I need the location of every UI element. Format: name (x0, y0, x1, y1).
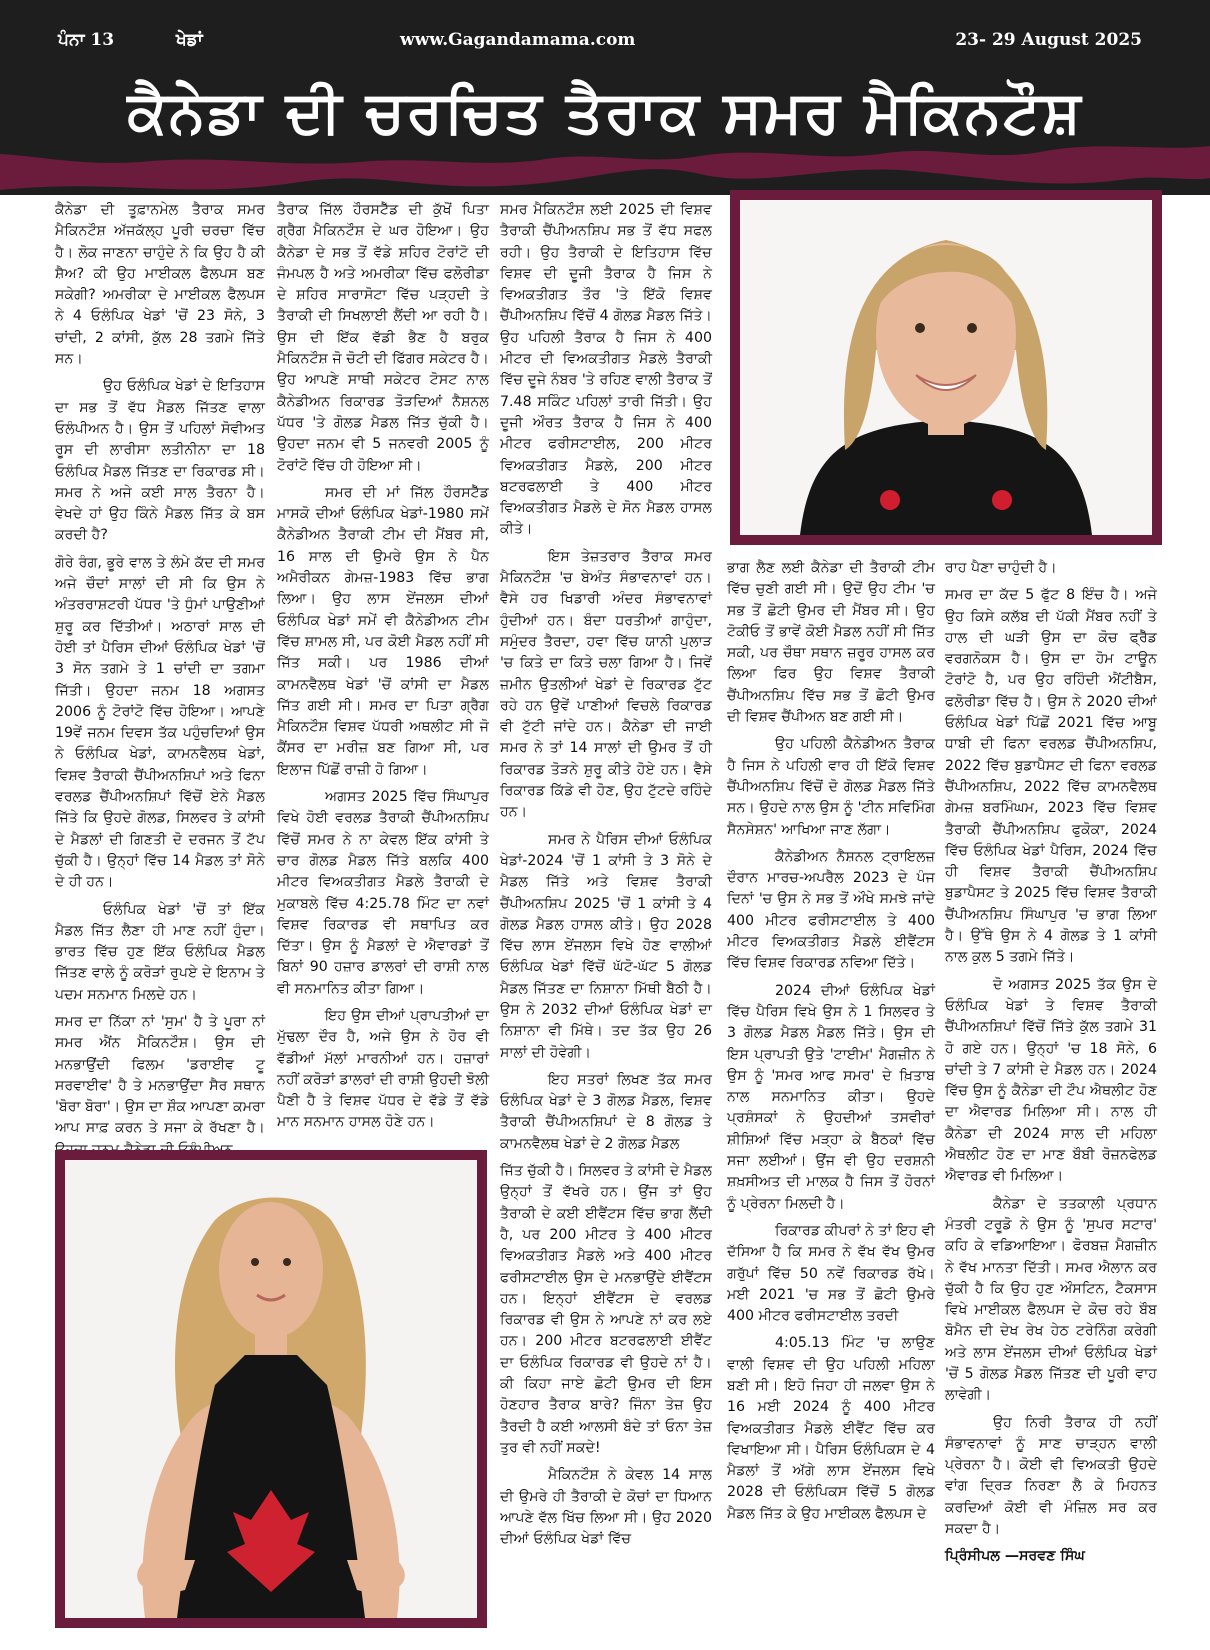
paragraph: ਸਮਰ ਨੇ ਪੈਰਿਸ ਦੀਆਂ ਓਲੰਪਿਕ ਖੇਡਾਂ-2024 'ਚੋਂ 1 ਕਾਂਸੀ ਤੇ 3 ਸੋਨੇ ਦੇ ਮੈਡਲ ਜਿੱਤੇ ਅਤੇ ਵਿਸ਼ਵ ਤੈਰਾਕੀ ਚੈਂਪੀਅਨਸ਼ਿਪ 2025 'ਚੋਂ 1 ਕਾਂਸੀ ਤੇ 4 ਗੋਲਡ ਮੈਡਲ ਹਾਸਲ ਕੀਤੇ। ਉਹ 2028 ਵਿੱਚ ਲਾਸ ਏਂਜਲਸ ਵਿਖੇ ਹੋਣ ਵਾਲੀਆਂ ਓਲੰਪਿਕ ਖੇਡਾਂ ਵਿੱਚੋਂ ਘੱਟੋ-ਘੱਟ 5 ਗੋਲਡ ਮੈਡਲ ਜਿੱਤਣ ਦਾ ਨਿਸ਼ਾਨਾ ਮਿੱਥੀ ਬੈਠੀ ਹੈ। ਉਸ ਨੇ 2032 ਦੀਆਂ ਓਲੰਪਿਕ ਖੇਡਾਂ ਦਾ ਨਿਸ਼ਾਨਾ ਵੀ ਮਿੱਥੇ। ਤਦ ਤੱਕ ਉਹ 26 ਸਾਲਾਂ ਦੀ ਹੋਵੇਗੀ। (500, 831, 712, 1061)
paragraph: ਓਲੰਪਿਕ ਖੇਡਾਂ 'ਚੋਂ ਤਾਂ ਇੱਕ ਮੈਡਲ ਜਿੱਤ ਲੈਣਾ ਹੀ ਮਾਣ ਨਹੀਂ ਹੁੰਦਾ। ਭਾਰਤ ਵਿੱਚ ਹੁਣ ਇੱਕ ਓਲੰਪਿਕ ਮੈਡਲ ਜਿੱਤਣ ਵਾਲੇ ਨੂੰ ਕਰੋੜਾਂ ਰੁਪਏ ਦੇ ਇਨਾਮ ਤੇ ਪਦਮ ਸਨਮਾਨ ਮਿਲਦੇ ਹਨ। (55, 901, 265, 1003)
paragraph: ਸਮਰ ਦੀ ਮਾਂ ਜਿੱਲ ਹੌਰਸਟੈੱਡ ਮਾਸਕੋ ਦੀਆਂ ਓਲੰਪਿਕ ਖੇਡਾਂ-1980 ਸਮੇਂ ਕੈਨੇਡੀਅਨ ਤੈਰਾਕੀ ਟੀਮ ਦੀ ਮੈਂਬਰ ਸੀ, 16 ਸਾਲ ਦੀ ਉਮਰੇ ਉਸ ਨੇ ਪੈਨ ਅਮੈਰੀਕਨ ਗੇਮਜ਼-1983 ਵਿੱਚ ਭਾਗ ਲਿਆ। ਉਹ ਲਾਸ ਏਂਜਲਸ ਦੀਆਂ ਓਲੰਪਿਕ ਖੇਡਾਂ ਸਮੇਂ ਵੀ ਕੈਨੇਡੀਅਨ ਟੀਮ ਵਿੱਚ ਸ਼ਾਮਲ ਸੀ, ਪਰ ਕੋਈ ਮੈਡਲ ਨਹੀਂ ਸੀ ਜਿੱਤ ਸਕੀ। ਪਰ 1986 ਦੀਆਂ ਕਾਮਨਵੈਲਥ ਖੇਡਾਂ 'ਚੋਂ ਕਾਂਸੀ ਦਾ ਮੈਡਲ ਜਿੱਤ ਗਈ ਸੀ। ਸਮਰ ਦਾ ਪਿਤਾ ਗ੍ਰੈਗ ਮੈਕਿਨਟੌਸ਼ ਵਿਸ਼ਵ ਪੱਧਰੀ ਅਥਲੀਟ ਸੀ ਜੋ ਕੈਂਸਰ ਦਾ ਮਰੀਜ਼ ਬਣ ਗਿਆ ਸੀ, ਪਰ ਇਲਾਜ ਪਿੱਛੋਂ ਰਾਜ਼ੀ ਹੋ ਗਿਆ। (277, 484, 489, 778)
article-column-2 (277, 200, 489, 1140)
paragraph: ਇਹ ਉਸ ਦੀਆਂ ਪ੍ਰਾਪਤੀਆਂ ਦਾ ਮੁੱਢਲਾ ਦੌਰ ਹੈ, ਅਜੇ ਉਸ ਨੇ ਹੋਰ ਵੀ ਵੱਡੀਆਂ ਮੱਲਾਂ ਮਾਰਨੀਆਂ ਹਨ। ਹਜ਼ਾਰਾਂ ਨਹੀਂ ਕਰੋੜਾਂ ਡਾਲਰਾਂ ਦੀ ਰਾਸ਼ੀ ਉਹਦੀ ਝੋਲੀ ਪੈਣੀ ਹੈ ਤੇ ਵਿਸ਼ਵ ਪੱਧਰ ਦੇ ਵੱਡੇ ਤੋਂ ਵੱਡੇ ਮਾਨ ਸਨਮਾਨ ਹਾਸਲ ਹੋਣੇ ਹਨ। (277, 1007, 489, 1131)
paragraph: ਮੈਕਿਨਟੌਸ਼ ਨੇ ਕੇਵਲ 14 ਸਾਲ ਦੀ ਉਮਰੇ ਹੀ ਤੈਰਾਕੀ ਦੇ ਕੋਚਾਂ ਦਾ ਧਿਆਨ ਆਪਣੇ ਵੱਲ ਖਿੱਚ ਲਿਆ ਸੀ। ਉਹ 2020 ਦੀਆਂ ਓਲੰਪਿਕ ਖੇਡਾਂ ਵਿੱਚ (500, 1467, 712, 1548)
author-byline: ਪ੍ਰਿੰਸੀਪਲ —ਸਰਵਣ ਸਿੰਘ (945, 1548, 1085, 1565)
article-column-5 (945, 558, 1157, 1568)
page-number: ਪੰਨਾ 13 (58, 30, 115, 50)
paragraph: ਕੈਨੇਡੀਅਨ ਨੈਸ਼ਨਲ ਟ੍ਰਾਇਲਜ਼ ਦੌਰਾਨ ਮਾਰਚ-ਅਪਰੈਲ 2023 ਦੇ ਪੰਜ ਦਿਨਾਂ 'ਚ ਉਸ ਨੇ ਸਭ ਤੋਂ ਔਖੇ ਸਮਝੇ ਜਾਂਦੇ 400 ਮੀਟਰ ਫਰੀਸਟਾਈਲ ਤੇ 400 ਮੀਟਰ ਵਿਅਕਤੀਗਤ ਮੈਡਲੇ ਈਵੈਂਟਸ ਵਿੱਚ ਵਿਸ਼ਵ ਰਿਕਾਰਡ ਨਵਿਆ ਦਿੱਤੇ। (727, 848, 935, 972)
swimsuit-image (65, 1160, 477, 1618)
paragraph: ਰਾਹ ਪੈਣਾ ਚਾਹੁੰਦੀ ਹੈ। (945, 560, 1057, 576)
swimsuit-photo (55, 1150, 487, 1628)
paragraph: ਤੈਰਾਕ ਜਿੱਲ ਹੌਰਸਟੈੱਡ ਦੀ ਕੁੱਖੋਂ ਪਿਤਾ ਗ੍ਰੈਗ ਮੈਕਿਨਟੌਸ਼ ਦੇ ਘਰ ਹੋਇਆ। ਉਹ ਕੈਨੇਡਾ ਦੇ ਸਭ ਤੋਂ ਵੱਡੇ ਸ਼ਹਿਰ ਟੋਰਾਂਟੋ ਦੀ ਜੰਮਪਲ ਹੈ ਅਤੇ ਅਮਰੀਕਾ ਵਿੱਚ ਫਲੋਰੀਡਾ ਦੇ ਸ਼ਹਿਰ ਸਾਰਾਸੋਟਾ ਵਿੱਚ ਪੜ੍ਹਦੀ ਤੇ ਤੈਰਾਕੀ ਦੀ ਸਿਖਲਾਈ ਲੈਂਦੀ ਆ ਰਹੀ ਹੈ। ਉਸ ਦੀ ਇੱਕ ਵੱਡੀ ਭੈਣ ਹੈ ਬਰੁਕ ਮੈਕਿਨਟੌਸ਼ ਜੋ ਚੋਟੀ ਦੀ ਫਿੱਗਰ ਸਕੇਟਰ ਹੈ। ਉਹ ਆਪਣੇ ਸਾਥੀ ਸਕੇਟਰ ਟੋਸਟ ਨਾਲ ਕੈਨੇਡੀਅਨ ਰਿਕਾਰਡ ਤੋੜਦਿਆਂ ਨੈਸ਼ਨਲ ਪੱਧਰ 'ਤੇ ਗੋਲਡ ਮੈਡਲ ਜਿੱਤ ਚੁੱਕੀ ਹੈ। ਉਹਦਾ ਜਨਮ ਵੀ 5 ਜਨਵਰੀ 2005 ਨੂੰ ਟੋਰਾਂਟੋ ਵਿੱਚ ਹੀ ਹੋਇਆ ਸੀ। (277, 202, 489, 474)
paragraph: ਇਸ ਤੇਜ਼ਤਰਾਰ ਤੈਰਾਕ ਸਮਰ ਮੈਕਿਨਟੌਸ਼ 'ਚ ਬੇਅੰਤ ਸੰਭਾਵਨਾਵਾਂ ਹਨ। ਵੈਸੇ ਹਰ ਖਿਡਾਰੀ ਅੰਦਰ ਸੰਭਾਵਨਾਵਾਂ ਹੁੰਦੀਆਂ ਹਨ। ਬੰਦਾ ਧਰਤੀਆਂ ਗਾਹੁੰਦਾ, ਸਮੁੰਦਰ ਤੈਰਦਾ, ਹਵਾ ਵਿੱਚ ਯਾਨੀ ਪੁਲਾੜ 'ਚ ਕਿਤੇ ਦਾ ਕਿਤੇ ਚਲਾ ਗਿਆ ਹੈ। ਜਿਵੇਂ ਜ਼ਮੀਨ ਉਤਲੀਆਂ ਖੇਡਾਂ ਦੇ ਰਿਕਾਰਡ ਟੁੱਟ ਰਹੇ ਹਨ ਉਵੇਂ ਪਾਣੀਆਂ ਵਿਚਲੇ ਰਿਕਾਰਡ ਵੀ ਟੁੱਟੀ ਜਾਂਦੇ ਹਨ। ਕੈਨੇਡਾ ਦੀ ਜਾਈ ਸਮਰ ਨੇ ਤਾਂ 14 ਸਾਲਾਂ ਦੀ ਉਮਰ ਤੋਂ ਹੀ ਰਿਕਾਰਡ ਤੋੜਨੇ ਸ਼ੁਰੂ ਕੀਤੇ ਹੋਏ ਹਨ। ਵੈਸੇ ਰਿਕਾਰਡ ਕਿੱਡੇ ਵੀ ਹੋਣ, ਉਹ ਟੁੱਟਦੇ ਰਹਿੰਦੇ ਹਨ। (500, 548, 712, 821)
article-column-1 (55, 200, 265, 1167)
portrait-image (740, 200, 1152, 535)
headline: ਕੈਨੇਡਾ ਦੀ ਚਰਚਿਤ ਤੈਰਾਕ ਸਮਰ ਮੈਕਿਨਟੌਸ਼ (127, 78, 1083, 146)
paragraph: 2024 ਦੀਆਂ ਓਲੰਪਿਕ ਖੇਡਾਂ ਵਿੱਚ ਪੈਰਿਸ ਵਿਖੇ ਉਸ ਨੇ 1 ਸਿਲਵਰ ਤੇ 3 ਗੋਲਡ ਮੈਡਲ ਮੈਡਲ ਜਿੱਤੇ। ਉਸ ਦੀ ਇਸ ਪ੍ਰਾਪਤੀ ਉਤੇ 'ਟਾਈਮ' ਮੈਗਜ਼ੀਨ ਨੇ ਉਸ ਨੂੰ 'ਸਮਰ ਆਫ ਸਮਰ' ਦੇ ਖ਼ਿਤਾਬ ਨਾਲ ਸਨਮਾਨਿਤ ਕੀਤਾ। ਉਹਦੇ ਪ੍ਰਸ਼ੰਸਕਾਂ ਨੇ ਉਹਦੀਆਂ ਤਸਵੀਰਾਂ ਸ਼ੀਸ਼ਿਆਂ ਵਿੱਚ ਮੜ੍ਹਾ ਕੇ ਬੈਠਕਾਂ ਵਿੱਚ ਸਜਾ ਲਈਆਂ। ਉਂਜ ਵੀ ਉਹ ਦਰਸ਼ਨੀ ਸ਼ਖ਼ਸੀਅਤ ਦੀ ਮਾਲਕ ਹੈ ਜਿਸ ਤੋਂ ਹੋਰਨਾਂ ਨੂੰ ਪ੍ਰੇਰਨਾ ਮਿਲਦੀ ਹੈ। (727, 982, 935, 1212)
paragraph: ਉਹ ਪਹਿਲੀ ਕੈਨੇਡੀਅਨ ਤੈਰਾਕ ਹੈ ਜਿਸ ਨੇ ਪਹਿਲੀ ਵਾਰ ਹੀ ਇੱਕੋ ਵਿਸ਼ਵ ਚੈਂਪੀਅਨਸ਼ਿਪ ਵਿੱਚੋਂ ਦੋ ਗੋਲਡ ਮੈਡਲ ਜਿੱਤੇ ਸਨ। ਉਹਦੇ ਨਾਲ ਉਸ ਨੂੰ 'ਟੀਨ ਸਵਿਮਿੰਗ ਸੈਨਸੇਸ਼ਨ' ਆਖਿਆ ਜਾਣ ਲੱਗਾ। (727, 736, 935, 838)
website-url: www.Gagandamama.com (400, 30, 636, 50)
portrait-photo (730, 190, 1162, 545)
paragraph: ਜਿੱਤ ਚੁੱਕੀ ਹੈ। ਸਿਲਵਰ ਤੇ ਕਾਂਸੀ ਦੇ ਮੈਡਲ ਉਨ੍ਹਾਂ ਤੋਂ ਵੱਖਰੇ ਹਨ। ਉਂਜ ਤਾਂ ਉਹ ਤੈਰਾਕੀ ਦੇ ਕਈ ਈਵੈਂਟਸ ਵਿੱਚ ਭਾਗ ਲੈਂਦੀ ਹੈ, ਪਰ 200 ਮੀਟਰ ਤੇ 400 ਮੀਟਰ ਵਿਅਕਤੀਗਤ ਮੈਡਲੇ ਅਤੇ 400 ਮੀਟਰ ਫਰੀਸਟਾਈਲ ਉਸ ਦੇ ਮਨਭਾਉਂਦੇ ਈਵੈਂਟਸ ਹਨ। ਇਨ੍ਹਾਂ ਈਵੈਂਟਸ ਦੇ ਵਰਲਡ ਰਿਕਾਰਡ ਵੀ ਉਸ ਨੇ ਆਪਣੇ ਨਾਂ ਕਰ ਲਏ ਹਨ। 200 ਮੀਟਰ ਬਟਰਫਲਾਈ ਈਵੈਂਟ ਦਾ ਓਲੰਪਿਕ ਰਿਕਾਰਡ ਵੀ ਉਹਦੇ ਨਾਂ ਹੈ। ਕੀ ਕਿਹਾ ਜਾਏ ਛੋਟੀ ਉਮਰ ਦੀ ਇਸ ਹੋਣਹਾਰ ਤੈਰਾਕ ਬਾਰੇ? ਜਿੰਨਾ ਤੇਜ਼ ਉਹ ਤੈਰਦੀ ਹੈ ਕਈ ਆਲਸੀ ਬੰਦੇ ਤਾਂ ਓਨਾ ਤੇਜ਼ ਤੁਰ ਵੀ ਨਹੀਂ ਸਕਦੇ! (500, 1163, 712, 1456)
paragraph: ਸਮਰ ਦਾ ਨਿੱਕਾ ਨਾਂ 'ਸੁਮ' ਹੈ ਤੇ ਪੂਰਾ ਨਾਂ ਸਮਰ ਐਂਨ ਮੈਕਿਨਟੌਸ਼। ਉਸ ਦੀ ਮਨਭਾਉਂਦੀ ਫਿਲਮ 'ਡਰਾਈਵ ਟੂ ਸਰਵਾਈਵ' ਹੈ ਤੇ ਮਨਭਾਉਂਦਾ ਸੈਰ ਸਥਾਨ 'ਬੋਰਾ ਬੋਰਾ'। ਉਸ ਦਾ ਸ਼ੌਕ ਆਪਣਾ ਕਮਰਾ ਆਪ ਸਾਫ਼ ਕਰਨ ਤੇ ਸਜਾ ਕੇ ਰੱਖਣਾ ਹੈ। (55, 1013, 265, 1137)
paragraph: ਉਹ ਨਿਰੀ ਤੈਰਾਕ ਹੀ ਨਹੀਂ ਸੰਭਾਵਨਾਵਾਂ ਨੂੰ ਸਾਣ ਚਾੜ੍ਹਨ ਵਾਲੀ ਪ੍ਰੇਰਨਾ ਹੈ। ਕੋਈ ਵੀ ਵਿਅਕਤੀ ਉਹਦੇ ਵਾਂਗ ਦ੍ਰਿੜ ਨਿਰਣਾ ਲੈ ਕੇ ਮਿਹਨਤ ਕਰਦਿਆਂ ਕੋਈ ਵੀ ਮੰਜ਼ਿਲ ਸਰ ਕਰ ਸਕਦਾ ਹੈ। (945, 1414, 1157, 1538)
paragraph: ਸਮਰ ਦਾ ਕੱਦ 5 ਫੁੱਟ 8 ਇੰਚ ਹੈ। ਅਜੇ ਉਹ ਕਿਸੇ ਕਲੱਬ ਦੀ ਪੱਕੀ ਮੈਂਬਰ ਨਹੀਂ ਤੇ ਹਾਲ ਦੀ ਘੜੀ ਉਸ ਦਾ ਕੋਚ ਫ੍ਰੈੱਡ ਵਰਗਨੋਕਸ ਹੈ। ਉਸ ਦਾ ਹੋਮ ਟਾਊਨ ਟੋਰਾਂਟੋ ਹੈ, ਪਰ ਉਹ ਰਹਿੰਦੀ ਐਂਟੀਬੈਸ, ਫਲੋਰੀਡਾ ਵਿੱਚ ਹੈ। ਉਸ ਨੇ 2020 ਦੀਆਂ ਓਲੰਪਿਕ ਖੇਡਾਂ ਪਿੱਛੋਂ 2021 ਵਿੱਚ ਆਬੂ ਧਾਬੀ ਦੀ ਫਿਨਾ ਵਰਲਡ ਚੈਂਪੀਅਨਸ਼ਿਪ, 2022 ਵਿੱਚ ਬੁਡਾਪੈਸਟ ਦੀ ਫਿਨਾ ਵਰਲਡ ਚੈਂਪੀਅਨਸ਼ਿਪ, 2022 ਵਿੱਚ ਕਾਮਨਵੈਲਥ ਗੇਮਜ਼ ਬਰਮਿੰਘਮ, 2023 ਵਿੱਚ ਵਿਸ਼ਵ ਤੈਰਾਕੀ ਚੈਂਪੀਅਨਸ਼ਿਪ ਫੁਕੋਕਾ, 2024 ਵਿੱਚ ਓਲੰਪਿਕ ਖੇਡਾਂ ਪੈਰਿਸ, 2024 ਵਿੱਚ ਹੀ ਵਿਸ਼ਵ ਤੈਰਾਕੀ ਚੈਂਪੀਅਨਸ਼ਿਪ ਬੁਡਾਪੈਸਟ ਤੇ 2025 ਵਿੱਚ ਵਿਸ਼ਵ ਤੈਰਾਕੀ ਚੈਂਪੀਅਨਸ਼ਿਪ ਸਿੰਘਾਪੁਰ 'ਚ ਭਾਗ ਲਿਆ ਹੈ। ਉੱਥੇ ਉਸ ਨੇ 4 ਗੋਲਡ ਤੇ 1 ਕਾਂਸੀ ਨਾਲ ਕੁਲ 5 ਤਗਮੇ ਜਿੱਤੇ। (945, 587, 1157, 966)
paragraph: ਇਹ ਸਤਰਾਂ ਲਿਖਣ ਤੱਕ ਸਮਰ ਓਲੰਪਿਕ ਖੇਡਾਂ ਦੇ 3 ਗੋਲਡ ਮੈਡਲ, ਵਿਸ਼ਵ ਤੈਰਾਕੀ ਚੈਂਪੀਅਨਸ਼ਿਪਾਂ ਦੇ 8 ਗੋਲਡ ਤੇ ਕਾਮਨਵੈਲਥ ਖੇਡਾਂ ਦੇ 2 ਗੋਲਡ ਮੈਡਲ (500, 1071, 712, 1152)
paragraph: ਉਹ ਓਲੰਪਿਕ ਖੇਡਾਂ ਦੇ ਇਤਿਹਾਸ ਦਾ ਸਭ ਤੋਂ ਵੱਧ ਮੈਡਲ ਜਿੱਤਣ ਵਾਲਾ ਓਲੰਪੀਅਨ ਹੈ। ਉਸ ਤੋਂ ਪਹਿਲਾਂ ਸੋਵੀਅਤ ਰੂਸ ਦੀ ਲਾਰੀਸਾ ਲਤੀਨੀਨਾ ਦਾ 18 ਓਲੰਪਿਕ ਮੈਡਲ ਜਿੱਤਣ ਦਾ ਰਿਕਾਰਡ ਸੀ। ਸਮਰ ਨੇ ਅਜੇ ਕਈ ਸਾਲ ਤੈਰਨਾ ਹੈ। ਵੇਖਦੇ ਹਾਂ ਉਹ ਕਿੰਨੇ ਮੈਡਲ ਜਿੱਤ ਕੇ ਬਸ ਕਰਦੀ ਹੈ? (55, 378, 265, 544)
paragraph: ਦੋ ਅਗਸਤ 2025 ਤੱਕ ਉਸ ਦੇ ਓਲੰਪਿਕ ਖੇਡਾਂ ਤੇ ਵਿਸ਼ਵ ਤੈਰਾਕੀ ਚੈਂਪੀਅਨਸ਼ਿਪਾਂ ਵਿੱਚੋਂ ਜਿੱਤੇ ਕੁੱਲ ਤਗਮੇ 31 ਹੋ ਗਏ ਹਨ। ਉਨ੍ਹਾਂ 'ਚ 18 ਸੋਨੇ, 6 ਚਾਂਦੀ ਤੇ 7 ਕਾਂਸੀ ਦੇ ਮੈਡਲ ਹਨ। 2024 ਵਿੱਚ ਉਸ ਨੂੰ ਕੈਨੇਡਾ ਦੀ ਟੌਪ ਐਥਲੀਟ ਹੋਣ ਦਾ ਐਵਾਰਡ ਮਿਲਿਆ ਸੀ। ਨਾਲ ਹੀ ਕੈਨੇਡਾ ਦੀ 2024 ਸਾਲ ਦੀ ਮਹਿਲਾ ਐਥਲੀਟ ਹੋਣ ਦਾ ਮਾਣ ਬੌਬੀ ਰੋਜ਼ਨਫੇਲਡ ਐਵਾਰਡ ਵੀ ਮਿਲਿਆ। (945, 976, 1157, 1185)
paragraph: ਭਾਗ ਲੈਣ ਲਈ ਕੈਨੇਡਾ ਦੀ ਤੈਰਾਕੀ ਟੀਮ ਵਿੱਚ ਚੁਣੀ ਗਈ ਸੀ। ਉਦੋਂ ਉਹ ਟੀਮ 'ਚ ਸਭ ਤੋਂ ਛੋਟੀ ਉਮਰ ਦੀ ਮੈਂਬਰ ਸੀ। ਉਹ ਟੋਕੀਓ ਤੋਂ ਭਾਵੇਂ ਕੋਈ ਮੈਡਲ ਨਹੀਂ ਸੀ ਜਿੱਤ ਸਕੀ, ਪਰ ਚੌਥਾ ਸਥਾਨ ਜ਼ਰੂਰ ਹਾਸਲ ਕਰ ਲਿਆ ਫਿਰ ਉਹ ਵਿਸ਼ਵ ਤੈਰਾਕੀ ਚੈਂਪੀਅਨਸ਼ਿਪ ਵਿੱਚ ਸਭ ਤੋਂ ਛੋਟੀ ਉਮਰ ਦੀ ਵਿਸ਼ਵ ਚੈਂਪੀਅਨ ਬਣ ਗਈ ਸੀ। (727, 560, 935, 726)
article-column-4 (727, 558, 935, 1531)
paragraph: ਅਗਸਤ 2025 ਵਿੱਚ ਸਿੰਘਾਪੁਰ ਵਿਖੇ ਹੋਈ ਵਰਲਡ ਤੈਰਾਕੀ ਚੈਂਪੀਅਨਸ਼ਿਪ ਵਿੱਚੋਂ ਸਮਰ ਨੇ ਨਾ ਕੇਵਲ ਇੱਕ ਕਾਂਸੀ ਤੇ ਚਾਰ ਗੋਲਡ ਮੈਡਲ ਜਿੱਤੇ ਬਲਕਿ 400 ਮੀਟਰ ਵਿਅਕਤੀਗਤ ਮੈਡਲੇ ਤੈਰਾਕੀ ਦੇ ਮੁਕਾਬਲੇ ਵਿੱਚ 4:25.78 ਮਿੰਟ ਦਾ ਨਵਾਂ ਵਿਸ਼ਵ ਰਿਕਾਰਡ ਵੀ ਸਥਾਪਿਤ ਕਰ ਦਿੱਤਾ। ਉਸ ਨੂੰ ਮੈਡਲਾਂ ਦੇ ਐਵਾਰਡਾਂ ਤੋਂ ਬਿਨਾਂ 90 ਹਜ਼ਾਰ ਡਾਲਰਾਂ ਦੀ ਰਾਸ਼ੀ ਨਾਲ ਵੀ ਸਨਮਾਨਿਤ ਕੀਤਾ ਗਿਆ। (277, 789, 489, 997)
article-column-3 (500, 200, 712, 1556)
paragraph: ਸਮਰ ਮੈਕਿਨਟੌਸ਼ ਲਈ 2025 ਦੀ ਵਿਸ਼ਵ ਤੈਰਾਕੀ ਚੈਂਪੀਅਨਸ਼ਿਪ ਸਭ ਤੋਂ ਵੱਧ ਸਫਲ ਰਹੀ। ਉਹ ਤੈਰਾਕੀ ਦੇ ਇਤਿਹਾਸ ਵਿੱਚ ਵਿਸ਼ਵ ਦੀ ਦੂਜੀ ਤੈਰਾਕ ਹੈ ਜਿਸ ਨੇ ਵਿਅਕਤੀਗਤ ਤੌਰ 'ਤੇ ਇੱਕੋ ਵਿਸ਼ਵ ਚੈਂਪੀਅਨਸ਼ਿਪ ਵਿੱਚੋਂ 4 ਗੋਲਡ ਮੈਡਲ ਜਿੱਤੇ। ਉਹ ਪਹਿਲੀ ਤੈਰਾਕ ਹੈ ਜਿਸ ਨੇ 400 ਮੀਟਰ ਦੀ ਵਿਅਕਤੀਗਤ ਮੈਡਲੇ ਤੈਰਾਕੀ ਵਿੱਚ ਦੂਜੇ ਨੰਬਰ 'ਤੇ ਰਹਿਣ ਵਾਲੀ ਤੈਰਾਕ ਤੋਂ 7.48 ਸਕਿੰਟ ਪਹਿਲਾਂ ਤਾਰੀ ਜਿੱਤੀ। ਉਹ ਦੂਜੀ ਔਰਤ ਤੈਰਾਕ ਹੈ ਜਿਸ ਨੇ 400 ਮੀਟਰ ਫਰੀਸਟਾਈਲ, 200 ਮੀਟਰ ਵਿਅਕਤੀਗਤ ਮੈਡਲੇ, 200 ਮੀਟਰ ਬਟਰਫਲਾਈ ਤੇ 400 ਮੀਟਰ ਵਿਅਕਤੀਗਤ ਮੈਡਲੇ ਦੇ ਸੋਨ ਮੈਡਲ ਹਾਸਲ ਕੀਤੇ। (500, 202, 712, 538)
paragraph: 4:05.13 ਮਿੰਟ 'ਚ ਲਾਉਣ ਵਾਲੀ ਵਿਸ਼ਵ ਦੀ ਉਹ ਪਹਿਲੀ ਮਹਿਲਾ ਬਣੀ ਸੀ। ਇਹੋ ਜਿਹਾ ਹੀ ਜਲਵਾ ਉਸ ਨੇ 16 ਮਈ 2024 ਨੂੰ 400 ਮੀਟਰ ਵਿਅਕਤੀਗਤ ਮੈਡਲੇ ਈਵੈਂਟ ਵਿੱਚ ਕਰ ਵਿਖਾਇਆ ਸੀ। ਪੈਰਿਸ ਓਲੰਪਿਕਸ ਦੇ 4 ਮੈਡਲਾਂ ਤੋਂ ਅੱਗੇ ਲਾਸ ਏਂਜਲਸ ਵਿਖੇ 2028 ਦੀ ਓਲੰਪਿਕਸ ਵਿੱਚੋਂ 5 ਗੋਲਡ ਮੈਡਲ ਜਿੱਤ ਕੇ ਉਹ ਮਾਈਕਲ ਫੈਲਪਸ ਦੇ (727, 1335, 935, 1522)
paragraph: ਕੈਨੇਡਾ ਦੇ ਤਤਕਾਲੀ ਪ੍ਰਧਾਨ ਮੰਤਰੀ ਟਰੂਡੋ ਨੇ ਉਸ ਨੂੰ 'ਸੁਪਰ ਸਟਾਰ' ਕਹਿ ਕੇ ਵਡਿਆਇਆ। ਫੋਰਬਜ਼ ਮੈਗਜ਼ੀਨ ਨੇ ਵੱਖ ਮਾਨਤਾ ਦਿੱਤੀ। ਸਮਰ ਐਲਾਨ ਕਰ ਚੁੱਕੀ ਹੈ ਕਿ ਉਹ ਹੁਣ ਔਸਟਿਨ, ਟੈਕਸਾਸ ਵਿਖੇ ਮਾਈਕਲ ਫੈਲਪਸ ਦੇ ਕੋਚ ਰਹੇ ਬੌਬ ਬੋਮੈਨ ਦੀ ਦੇਖ ਰੇਖ ਹੇਠ ਟਰੇਨਿੰਗ ਕਰੇਗੀ ਅਤੇ ਲਾਸ ਏਂਜਲਸ ਦੀਆਂ ਓਲੰਪਿਕ ਖੇਡਾਂ 'ਚੋਂ 5 ਗੋਲਡ ਮੈਡਲ ਜਿੱਤਣ ਦੀ ਪੂਰੀ ਵਾਹ ਲਾਵੇਗੀ। (945, 1195, 1157, 1404)
paragraph: ਗੋਰੇ ਰੰਗ, ਭੂਰੇ ਵਾਲ ਤੇ ਲੰਮੇ ਕੱਦ ਦੀ ਸਮਰ ਅਜੇ ਚੌਦਾਂ ਸਾਲਾਂ ਦੀ ਸੀ ਕਿ ਉਸ ਨੇ ਅੰਤਰਰਾਸ਼ਟਰੀ ਪੱਧਰ 'ਤੇ ਧੁੰਮਾਂ ਪਾਉਣੀਆਂ ਸ਼ੁਰੂ ਕਰ ਦਿੱਤੀਆਂ। ਅਠਾਰਾਂ ਸਾਲ ਦੀ ਹੋਈ ਤਾਂ ਪੈਰਿਸ ਦੀਆਂ ਓਲੰਪਿਕ ਖੇਡਾਂ 'ਚੋਂ 3 ਸੋਨ ਤਗਮੇ ਤੇ 1 ਚਾਂਦੀ ਦਾ ਤਗਮਾ ਜਿੱਤੀ। ਉਹਦਾ ਜਨਮ 18 ਅਗਸਤ 2006 ਨੂੰ ਟੋਰਾਂਟੋ ਵਿੱਚ ਹੋਇਆ। ਆਪਣੇ 19ਵੇਂ ਜਨਮ ਦਿਵਸ ਤੱਕ ਪਹੁੰਚਦਿਆਂ ਉਸ ਨੇ ਓਲੰਪਿਕ ਖੇਡਾਂ, ਕਾਮਨਵੈਲਥ ਖੇਡਾਂ, ਵਿਸ਼ਵ ਤੈਰਾਕੀ ਚੈਂਪੀਅਨਸ਼ਿਪਾਂ ਅਤੇ ਫਿਨਾ ਵਰਲਡ ਚੈਂਪੀਅਨਸ਼ਿਪਾਂ ਵਿੱਚੋਂ ਏਨੇ ਮੈਡਲ ਜਿੱਤੇ ਕਿ ਉਹਦੇ ਗੋਲਡ, ਸਿਲਵਰ ਤੇ ਕਾਂਸੀ ਦੇ ਮੈਡਲਾਂ ਦੀ ਗਿਣਤੀ ਦੋ ਦਰਜਨ ਤੋਂ ਟੱਪ ਚੁੱਕੀ ਹੈ। ਉਨ੍ਹਾਂ ਵਿੱਚ 14 ਮੈਡਲ ਤਾਂ ਸੋਨੇ ਦੇ ਹੀ ਹਨ। (55, 554, 265, 891)
issue-date: 23- 29 August 2025 (955, 30, 1142, 50)
section-label: ਖੇਡਾਂ (176, 30, 203, 50)
paragraph: ਰਿਕਾਰਡ ਕੀਪਰਾਂ ਨੇ ਤਾਂ ਇਹ ਵੀ ਦੱਸਿਆ ਹੈ ਕਿ ਸਮਰ ਨੇ ਵੱਖ ਵੱਖ ਉਮਰ ਗਰੁੱਪਾਂ ਵਿੱਚ 50 ਨਵੇਂ ਰਿਕਾਰਡ ਰੱਖੇ। ਮਈ 2021 'ਚ ਸਭ ਤੋਂ ਛੋਟੀ ਉਮਰੇ 400 ਮੀਟਰ ਫਰੀਸਟਾਈਲ ਤਰਦੀ (727, 1222, 935, 1325)
paragraph: ਕੈਨੇਡਾ ਦੀ ਤੂਫ਼ਾਨਮੇਲ ਤੈਰਾਕ ਸਮਰ ਮੈਕਿਨਟੌਸ਼ ਅੱਜਕੱਲ੍ਹ ਪੂਰੀ ਚਰਚਾ ਵਿੱਚ ਹੈ। ਲੋਕ ਜਾਣਨਾ ਚਾਹੁੰਦੇ ਨੇ ਕਿ ਉਹ ਹੈ ਕੀ ਸ਼ੈਅ? ਕੀ ਉਹ ਮਾਈਕਲ ਫੈਲਪਸ ਬਣ ਸਕੇਗੀ? ਅਮਰੀਕਾ ਦੇ ਮਾਈਕਲ ਫੈਲਪਸ ਨੇ 4 ਓਲੰਪਿਕ ਖੇਡਾਂ 'ਚੋਂ 23 ਸੋਨੇ, 3 ਚਾਂਦੀ, 2 ਕਾਂਸੀ, ਕੁੱਲ 28 ਤਗਮੇ ਜਿੱਤੇ ਸਨ। (55, 202, 265, 368)
